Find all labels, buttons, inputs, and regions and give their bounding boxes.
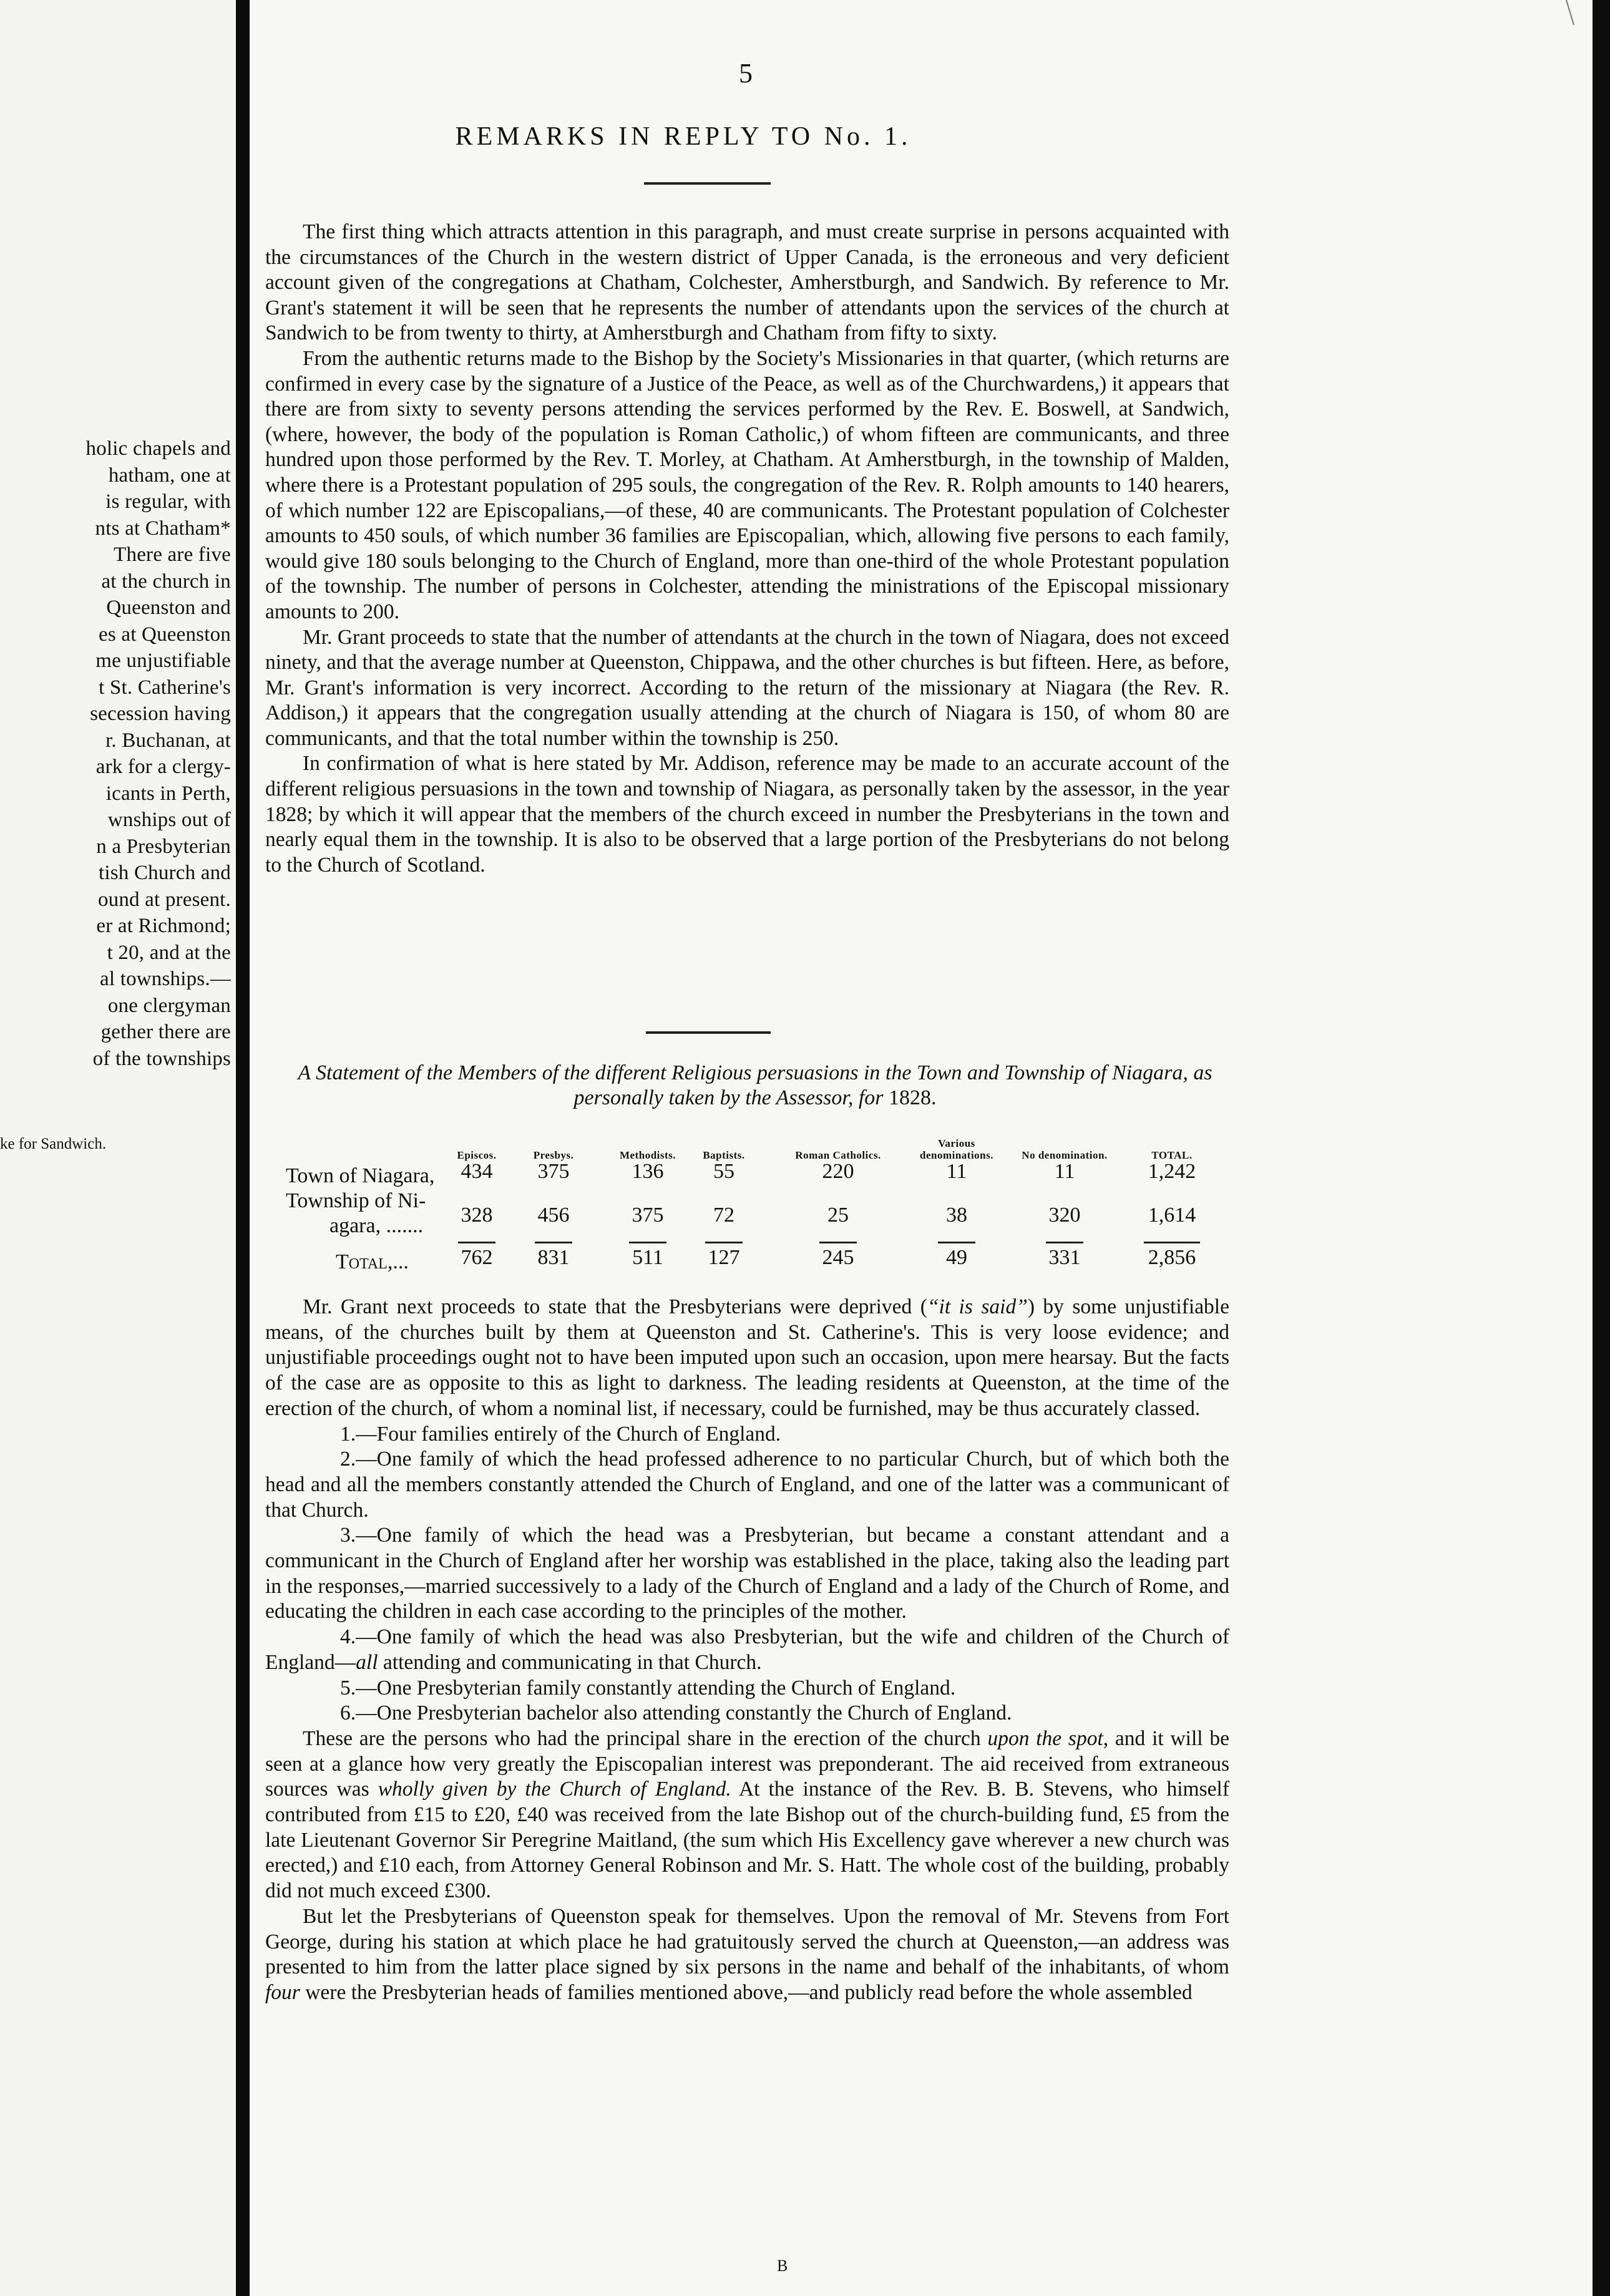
paragraph <box>265 1726 1229 1904</box>
column-header: Various denominations. <box>920 1137 993 1161</box>
facing-page-line: me unjustifiable <box>95 649 231 672</box>
row-label: Total,... <box>336 1250 409 1273</box>
facing-page-line: er at Richmond; <box>96 915 231 937</box>
table-cell: 2,856 <box>1148 1246 1196 1269</box>
paragraph: In confirmation of what is here stated by Mr. Addison, reference may be made to an accurate account of the different religious persuasions in the town and township of Niagara, as personally taken by the assessor, in the year 1828; by which it will appear that the members of the church exceed in number the Presbyterians in the town and nearly equal them in the township. It is also to be observed that a large portion of the Presbyterians do not belong to the Church of Scotland. <box>265 752 1229 877</box>
table-cell: 38 <box>946 1204 967 1227</box>
text-run: Mr. Grant next proceeds to state that the Presbyterians were deprived ( <box>303 1295 927 1318</box>
row-label: agara, ....... <box>329 1214 424 1237</box>
column-header: Episcos. <box>457 1149 497 1161</box>
signature-mark: B <box>777 2257 788 2275</box>
sum-rule <box>629 1242 666 1243</box>
statement-title <box>275 1061 1236 1111</box>
row-label: Town of Niagara, <box>286 1164 435 1187</box>
facing-page-line: at the church in <box>101 570 231 593</box>
emphasis: upon the spot <box>987 1726 1103 1750</box>
numbered-item: 6.—One Presbyterian bachelor also attending constantly the Church of England. <box>340 1701 1012 1725</box>
column-header: Baptists. <box>703 1149 745 1161</box>
page-edge <box>1593 0 1610 2296</box>
table-cell: 328 <box>461 1204 493 1227</box>
table-cell: 245 <box>822 1246 854 1269</box>
reply-text-upper <box>265 220 1229 878</box>
table-cell: 375 <box>537 1160 570 1183</box>
numbered-item <box>265 1625 1229 1675</box>
facing-page-line: hatham, one at <box>108 464 231 487</box>
text-run: attending and communicating in that Church. <box>378 1650 762 1674</box>
table-cell: 49 <box>946 1246 967 1269</box>
facing-page-line: is regular, with <box>105 490 231 513</box>
facing-page-line: n a Presbyterian <box>96 835 231 858</box>
reply-text-lower <box>265 1295 1229 2006</box>
facing-page-line: wnships out of <box>107 809 231 831</box>
text-run: , and it will be seen at a glance how very greatly the Episcopalian interest was preponderant. The aid received from extraneous sources was <box>265 1726 1229 1801</box>
sum-rule <box>1046 1242 1083 1243</box>
corner-fold-mark <box>1560 0 1591 25</box>
column-header: Roman Catholics. <box>795 1149 881 1161</box>
paragraph: From the authentic returns made to the Bishop by the Society's Missionaries in that quarter, (which returns are confirmed in every case by the signature of a Justice of the Peace, as well as of the Churchwardens,) it appears that there are from sixty to seventy persons attending the services performed by the Rev. E. Boswell, at Sandwich, (where, however, the body of the population is Roman Catholic,) of whom fifteen are communicants, and three hundred upon those performed by the Rev. T. Morley, at Chatham. At Amherstburgh, in the township of Malden, where there is a Protestant population of 295 souls, the congregation of the Rev. R. Rolph amounts to 140 hearers, of which number 122 are Episcopalians,—of these, 40 are communicants. The Protestant population of Colchester amounts to 450 souls, of which number 36 families are Episcopalian, which, allowing five persons to each family, would give 180 souls belonging to the Church of England, more than one-third of the whole Protestant population of the township. The number of persons in Colchester, attending the ministrations of the Episcopal missionary amounts to 200. <box>265 346 1229 623</box>
text-run: These are the persons who had the principal share in the erection of the church <box>303 1726 988 1750</box>
emphasis: all <box>356 1650 378 1674</box>
table-cell: 220 <box>822 1160 854 1183</box>
column-header: Methodists. <box>619 1149 676 1161</box>
emphasis: four <box>265 1980 300 2004</box>
table-cell: 762 <box>461 1246 493 1269</box>
table-cell: 1,242 <box>1148 1160 1196 1183</box>
sum-rule <box>938 1242 975 1243</box>
sum-rule <box>705 1242 743 1243</box>
text-run: At the instance of the Rev. B. B. Stevens, who himself contributed from £15 to £20, £40 was received from the late Bishop out of the church-building fund, £5 from the late Lieutenant Governor Sir Peregrine Maitland, (the sum which His Excellency gave wherever a new church was erected,) and £10 each, from Attorney General Robinson and Mr. S. Hatt. The whole cost of the building, probably did not much exceed £300. <box>265 1778 1229 1903</box>
statement-year: 1828. <box>889 1086 937 1109</box>
row-label: Township of Ni- <box>286 1189 426 1212</box>
page-number: 5 <box>739 58 753 89</box>
table-cell: 25 <box>827 1204 849 1227</box>
numbered-item: 1.—Four families entirely of the Church of England. <box>340 1422 781 1446</box>
sum-rule <box>819 1242 857 1243</box>
facing-page-fragment <box>0 0 236 2296</box>
facing-page-line: icants in Perth, <box>105 782 231 805</box>
column-header: Presbys. <box>533 1149 574 1161</box>
text-run: ) by some unjustifiable means, of the churches built by them at Queenston and St. Catherine's. This is very loose evidence; and unjustifiable proceedings ought not to have been imputed upon such an occasion, upon mere hearsay. But the facts of the case are as opposite to this as light to darkness. The leading residents at Queenston, at the time of the erection of the church, of whom a nominal list, if necessary, could be furnished, may be thus accurately classed. <box>265 1295 1229 1420</box>
statement-title-text: A Statement of the Members of the different Religious persuasions in the Town and Township of Niagara, as personally taken by the Assessor, for <box>298 1061 1212 1109</box>
table-cell: 434 <box>461 1160 493 1183</box>
table-cell: 136 <box>632 1160 664 1183</box>
sum-rule <box>458 1242 495 1243</box>
facing-page-line: tish Church and <box>99 862 231 884</box>
text-run: were the Presbyterian heads of families mentioned above,—and publicly read before the whole assembled <box>300 1980 1193 2004</box>
column-header: No denomination. <box>1022 1149 1108 1161</box>
emphasis: wholly given by the Church of England. <box>378 1778 731 1801</box>
section-heading: REMARKS IN REPLY TO No. 1. <box>455 122 912 151</box>
facing-page-line: r. Buchanan, at <box>105 729 231 752</box>
book-gutter <box>236 0 250 2296</box>
column-header: TOTAL. <box>1151 1149 1193 1161</box>
facing-page-line: gether there are <box>100 1021 231 1043</box>
facing-page-footnote: ke for Sandwich. <box>0 1136 107 1152</box>
facing-page-line: al townships.— <box>100 968 231 990</box>
facing-page-line: of the townships <box>92 1047 231 1070</box>
facing-page-line: ound at present. <box>97 888 231 911</box>
numbered-item: 3.—One family of which the head was a Presbyterian, but became a constant attendant and a communicant in the Church of England after her worship was established in the place, taking also the leading part in the responses,—married successively to a lady of the Church of England and a lady of the Church of Rome, and educating the children in each case according to the principles of the mother. <box>265 1524 1229 1623</box>
facing-page-line: ark for a clergy- <box>95 756 231 778</box>
heading-rule <box>644 182 771 185</box>
facing-page-text <box>0 435 231 1072</box>
paragraph <box>265 1904 1229 2006</box>
facing-page-line: t 20, and at the <box>107 941 231 964</box>
section-divider <box>646 1031 771 1034</box>
table-cell: 1,614 <box>1148 1204 1196 1227</box>
facing-page-line: Queenston and <box>106 596 231 619</box>
table-cell: 55 <box>713 1160 734 1183</box>
text-run: But let the Presbyterians of Queenston speak for themselves. Upon the removal of Mr. Stevens from Fort George, during his station at which place he had gratuitously served the church at Queenston,—an address was presented to him from the latter place signed by six persons in the name and behalf of the inhabitants, of whom <box>265 1904 1229 1979</box>
paragraph <box>265 1295 1229 1422</box>
facing-page-line: holic chapels and <box>85 437 231 460</box>
facing-page-line: t St. Catherine's <box>99 676 231 699</box>
table-cell: 511 <box>632 1246 663 1269</box>
paragraph: Mr. Grant proceeds to state that the number of attendants at the church in the town of Niagara, does not exceed ninety, and that the average number at Queenston, Chippawa, and the other churches is but fifteen. Here, as before, Mr. Grant's information is very incorrect. According to the return of the missionary at Niagara (the Rev. R. Addison,) it appears that the congregation usually attending at the church of Niagara is 150, of whom 80 are communicants, and that the total number within the township is 250. <box>265 625 1229 750</box>
numbered-item: 2.—One family of which the head professed adherence to no particular Church, but of which both the head and all the members constantly attended the Church of England, and one of the latter was a communicant of that Church. <box>265 1447 1229 1522</box>
table-cell: 331 <box>1048 1246 1081 1269</box>
persuasions-table <box>286 1131 1247 1287</box>
paragraph: The first thing which attracts attention in this paragraph, and must create surprise in persons acquainted with the circumstances of the Church in the western district of Upper Canada, is the erroneous and very deficient account given of the congregations at Chatham, Colchester, Amherstburgh, and Sandwich. By reference to Mr. Grant's statement it will be seen that he represents the number of attendants upon the services of the church at Sandwich to be from twenty to thirty, at Amherstburgh and Chatham from fifty to sixty. <box>265 220 1229 345</box>
table-cell: 11 <box>1054 1160 1075 1183</box>
table-cell: 375 <box>632 1204 664 1227</box>
numbered-item: 5.—One Presbyterian family constantly attending the Church of England. <box>340 1676 956 1700</box>
table-cell: 11 <box>946 1160 967 1183</box>
table-cell: 320 <box>1048 1204 1081 1227</box>
facing-page-line: nts at Chatham* <box>95 517 231 540</box>
table-cell: 456 <box>537 1204 570 1227</box>
table-cell: 127 <box>708 1246 740 1269</box>
text-run: 4.—One family of which the head was also Presbyterian, but the wife and children of the Church of England— <box>265 1625 1229 1674</box>
table-cell: 72 <box>713 1204 734 1227</box>
facing-page-line: secession having <box>90 703 231 725</box>
table-cell: 831 <box>537 1246 570 1269</box>
quoted-phrase: “it is said” <box>927 1295 1028 1318</box>
sum-rule <box>1144 1242 1200 1243</box>
facing-page-line: one clergyman <box>107 994 231 1017</box>
sum-rule <box>535 1242 572 1243</box>
facing-page-line: es at Queenston <box>99 623 231 646</box>
facing-page-line: There are five <box>114 543 231 566</box>
